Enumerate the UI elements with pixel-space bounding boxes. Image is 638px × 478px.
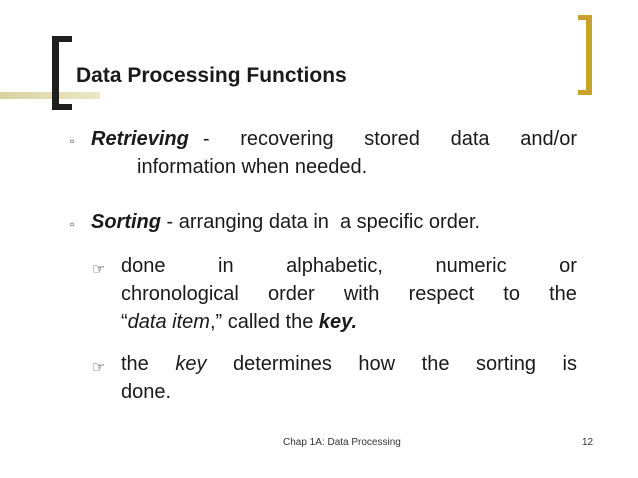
term-retrieving: Retrieving	[91, 128, 189, 150]
retrieving-definition: - recovering stored data and/or	[202, 128, 577, 150]
sub-bullet-key-line2: done.	[121, 381, 172, 403]
word: done	[121, 255, 166, 277]
title-accent-bar	[0, 92, 100, 99]
word: the	[421, 353, 450, 375]
word: numeric	[435, 255, 507, 277]
word: sorting	[475, 353, 536, 375]
term-data-item: data item	[127, 311, 210, 333]
word: determines	[232, 353, 332, 375]
bullet-marker: ▫	[70, 217, 75, 231]
open-quote: “	[121, 311, 128, 333]
right-bracket-decoration	[578, 15, 592, 95]
sub-bullet-order	[121, 252, 577, 336]
word: to	[503, 283, 520, 305]
word: with	[343, 283, 380, 305]
word: is	[562, 353, 577, 375]
sub-bullet-order-line1	[121, 252, 577, 280]
pointing-hand-icon: ☞	[92, 260, 106, 278]
bullet-marker: ▫	[70, 134, 75, 148]
word: the	[549, 283, 577, 305]
retrieving-definition-cont: information when needed.	[137, 156, 368, 178]
footer-caption: Chap 1A: Data Processing	[283, 437, 401, 448]
bullet-retrieving-line1	[91, 125, 577, 153]
sub-bullet-order-line2	[121, 280, 577, 308]
word: order	[268, 283, 315, 305]
word: alphabetic,	[286, 255, 383, 277]
pointing-hand-icon: ☞	[92, 358, 106, 376]
term-sorting: Sorting	[91, 211, 161, 233]
page-number: 12	[582, 437, 594, 448]
word: respect	[408, 283, 475, 305]
sorting-definition: - arranging data in a specific order.	[161, 211, 481, 233]
word: or	[559, 255, 577, 277]
word: in	[218, 255, 234, 277]
called-the-text: ,” called the	[209, 311, 319, 333]
term-key-italic: key	[175, 353, 207, 375]
sub-bullet-order-line3	[121, 308, 577, 336]
word: the	[121, 353, 149, 375]
word: chronological	[121, 283, 239, 305]
sub-bullet-key-line1	[121, 350, 577, 378]
term-key: key.	[318, 311, 358, 333]
left-bracket-decoration	[52, 36, 72, 110]
word: how	[358, 353, 396, 375]
bullet-retrieving	[91, 125, 577, 181]
slide-title: Data Processing Functions	[76, 64, 347, 87]
bullet-sorting	[91, 208, 577, 236]
sub-bullet-key	[121, 350, 577, 406]
